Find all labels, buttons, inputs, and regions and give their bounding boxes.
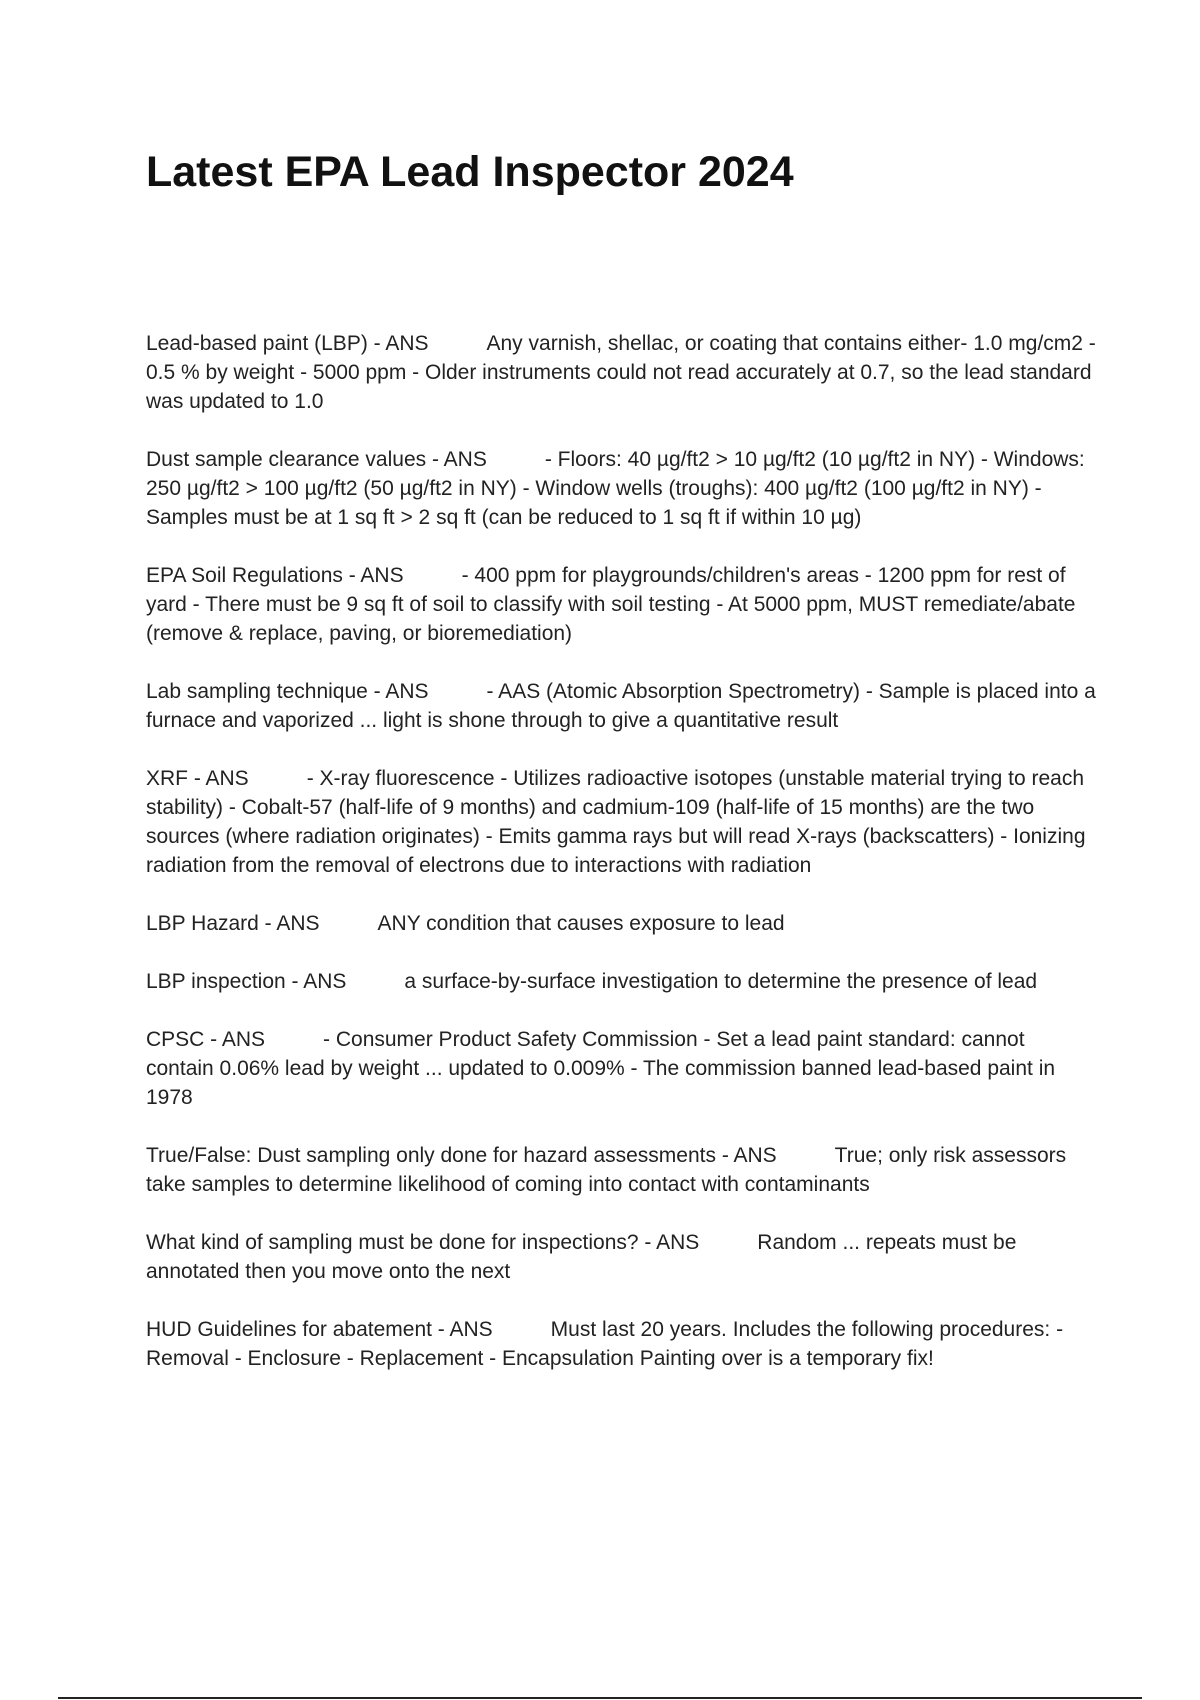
flashcard: [146, 1141, 1096, 1199]
card-term: LBP inspection - ANS: [146, 970, 347, 993]
page-title: Latest EPA Lead Inspector 2024: [146, 148, 794, 196]
card-definition: - Floors: 40 µg/ft2 > 10 µg/ft2 (10 µg/ft2 in NY) - Windows: 250 µg/ft2 > 100 µg/ft2 (50 µg/ft2 in NY) - Window wells (troughs): 400 µg/ft2 (100 µg/ft2 in NY) - Samples must be at 1 sq ft > 2 sq ft (can be reduced to 1 sq ft if within 10 µg): [146, 448, 1085, 529]
card-definition: - X-ray fluorescence - Utilizes radioactive isotopes (unstable material trying to reach stability) - Cobalt-57 (half-life of 9 months) and cadmium-109 (half-life of 15 months) are the two sources (where radiation originates) - Emits gamma rays but will read X-rays (backscatters) - Ionizing radiation from the removal of electrons due to interactions with radiation: [146, 767, 1086, 877]
card-term: HUD Guidelines for abatement - ANS: [146, 1318, 493, 1341]
flashcard: [146, 967, 1096, 996]
flashcard: [146, 1315, 1096, 1373]
card-definition: ANY condition that causes exposure to lead: [377, 912, 785, 935]
card-term: True/False: Dust sampling only done for hazard assessments - ANS: [146, 1144, 777, 1167]
card-definition: Random ... repeats must be annotated then you move onto the next: [146, 1231, 1017, 1283]
card-term: Dust sample clearance values - ANS: [146, 448, 487, 471]
card-definition: Must last 20 years. Includes the following procedures: - Removal - Enclosure - Replacement - Encapsulation Painting over is a temporary fix!: [146, 1318, 1064, 1370]
flashcard-list: [146, 329, 1096, 1402]
card-term: Lead-based paint (LBP) - ANS: [146, 332, 429, 355]
card-definition: Any varnish, shellac, or coating that contains either- 1.0 mg/cm2 - 0.5 % by weight - 5000 ppm - Older instruments could not read accurately at 0.7, so the lead standard was updated to 1.0: [146, 332, 1096, 413]
card-term: What kind of sampling must be done for inspections? - ANS: [146, 1231, 700, 1254]
flashcard: [146, 909, 1096, 938]
card-definition: True; only risk assessors take samples to determine likelihood of coming into contact with contaminants: [146, 1144, 1067, 1196]
card-definition: a surface-by-surface investigation to determine the presence of lead: [404, 970, 1038, 993]
card-definition: - Consumer Product Safety Commission - Set a lead paint standard: cannot contain 0.06% lead by weight ... updated to 0.009% - The commission banned lead-based paint in 1978: [146, 1028, 1056, 1109]
card-definition: - AAS (Atomic Absorption Spectrometry) - Sample is placed into a furnace and vaporized ... light is shone through to give a quantitative result: [146, 680, 1096, 732]
flashcard: [146, 677, 1096, 735]
flashcard: [146, 1025, 1096, 1112]
card-definition: - 400 ppm for playgrounds/children's areas - 1200 ppm for rest of yard - There must be 9 sq ft of soil to classify with soil testing - At 5000 ppm, MUST remediate/abate (remove & replace, paving, or bioremediation): [146, 564, 1076, 645]
flashcard: [146, 445, 1096, 532]
flashcard: [146, 561, 1096, 648]
card-term: Lab sampling technique - ANS: [146, 680, 429, 703]
flashcard: [146, 764, 1096, 880]
flashcard: [146, 329, 1096, 416]
card-term: EPA Soil Regulations - ANS: [146, 564, 404, 587]
card-term: XRF - ANS: [146, 767, 249, 790]
footer-divider: [58, 1697, 1142, 1699]
card-term: CPSC - ANS: [146, 1028, 266, 1051]
flashcard: [146, 1228, 1096, 1286]
card-term: LBP Hazard - ANS: [146, 912, 320, 935]
